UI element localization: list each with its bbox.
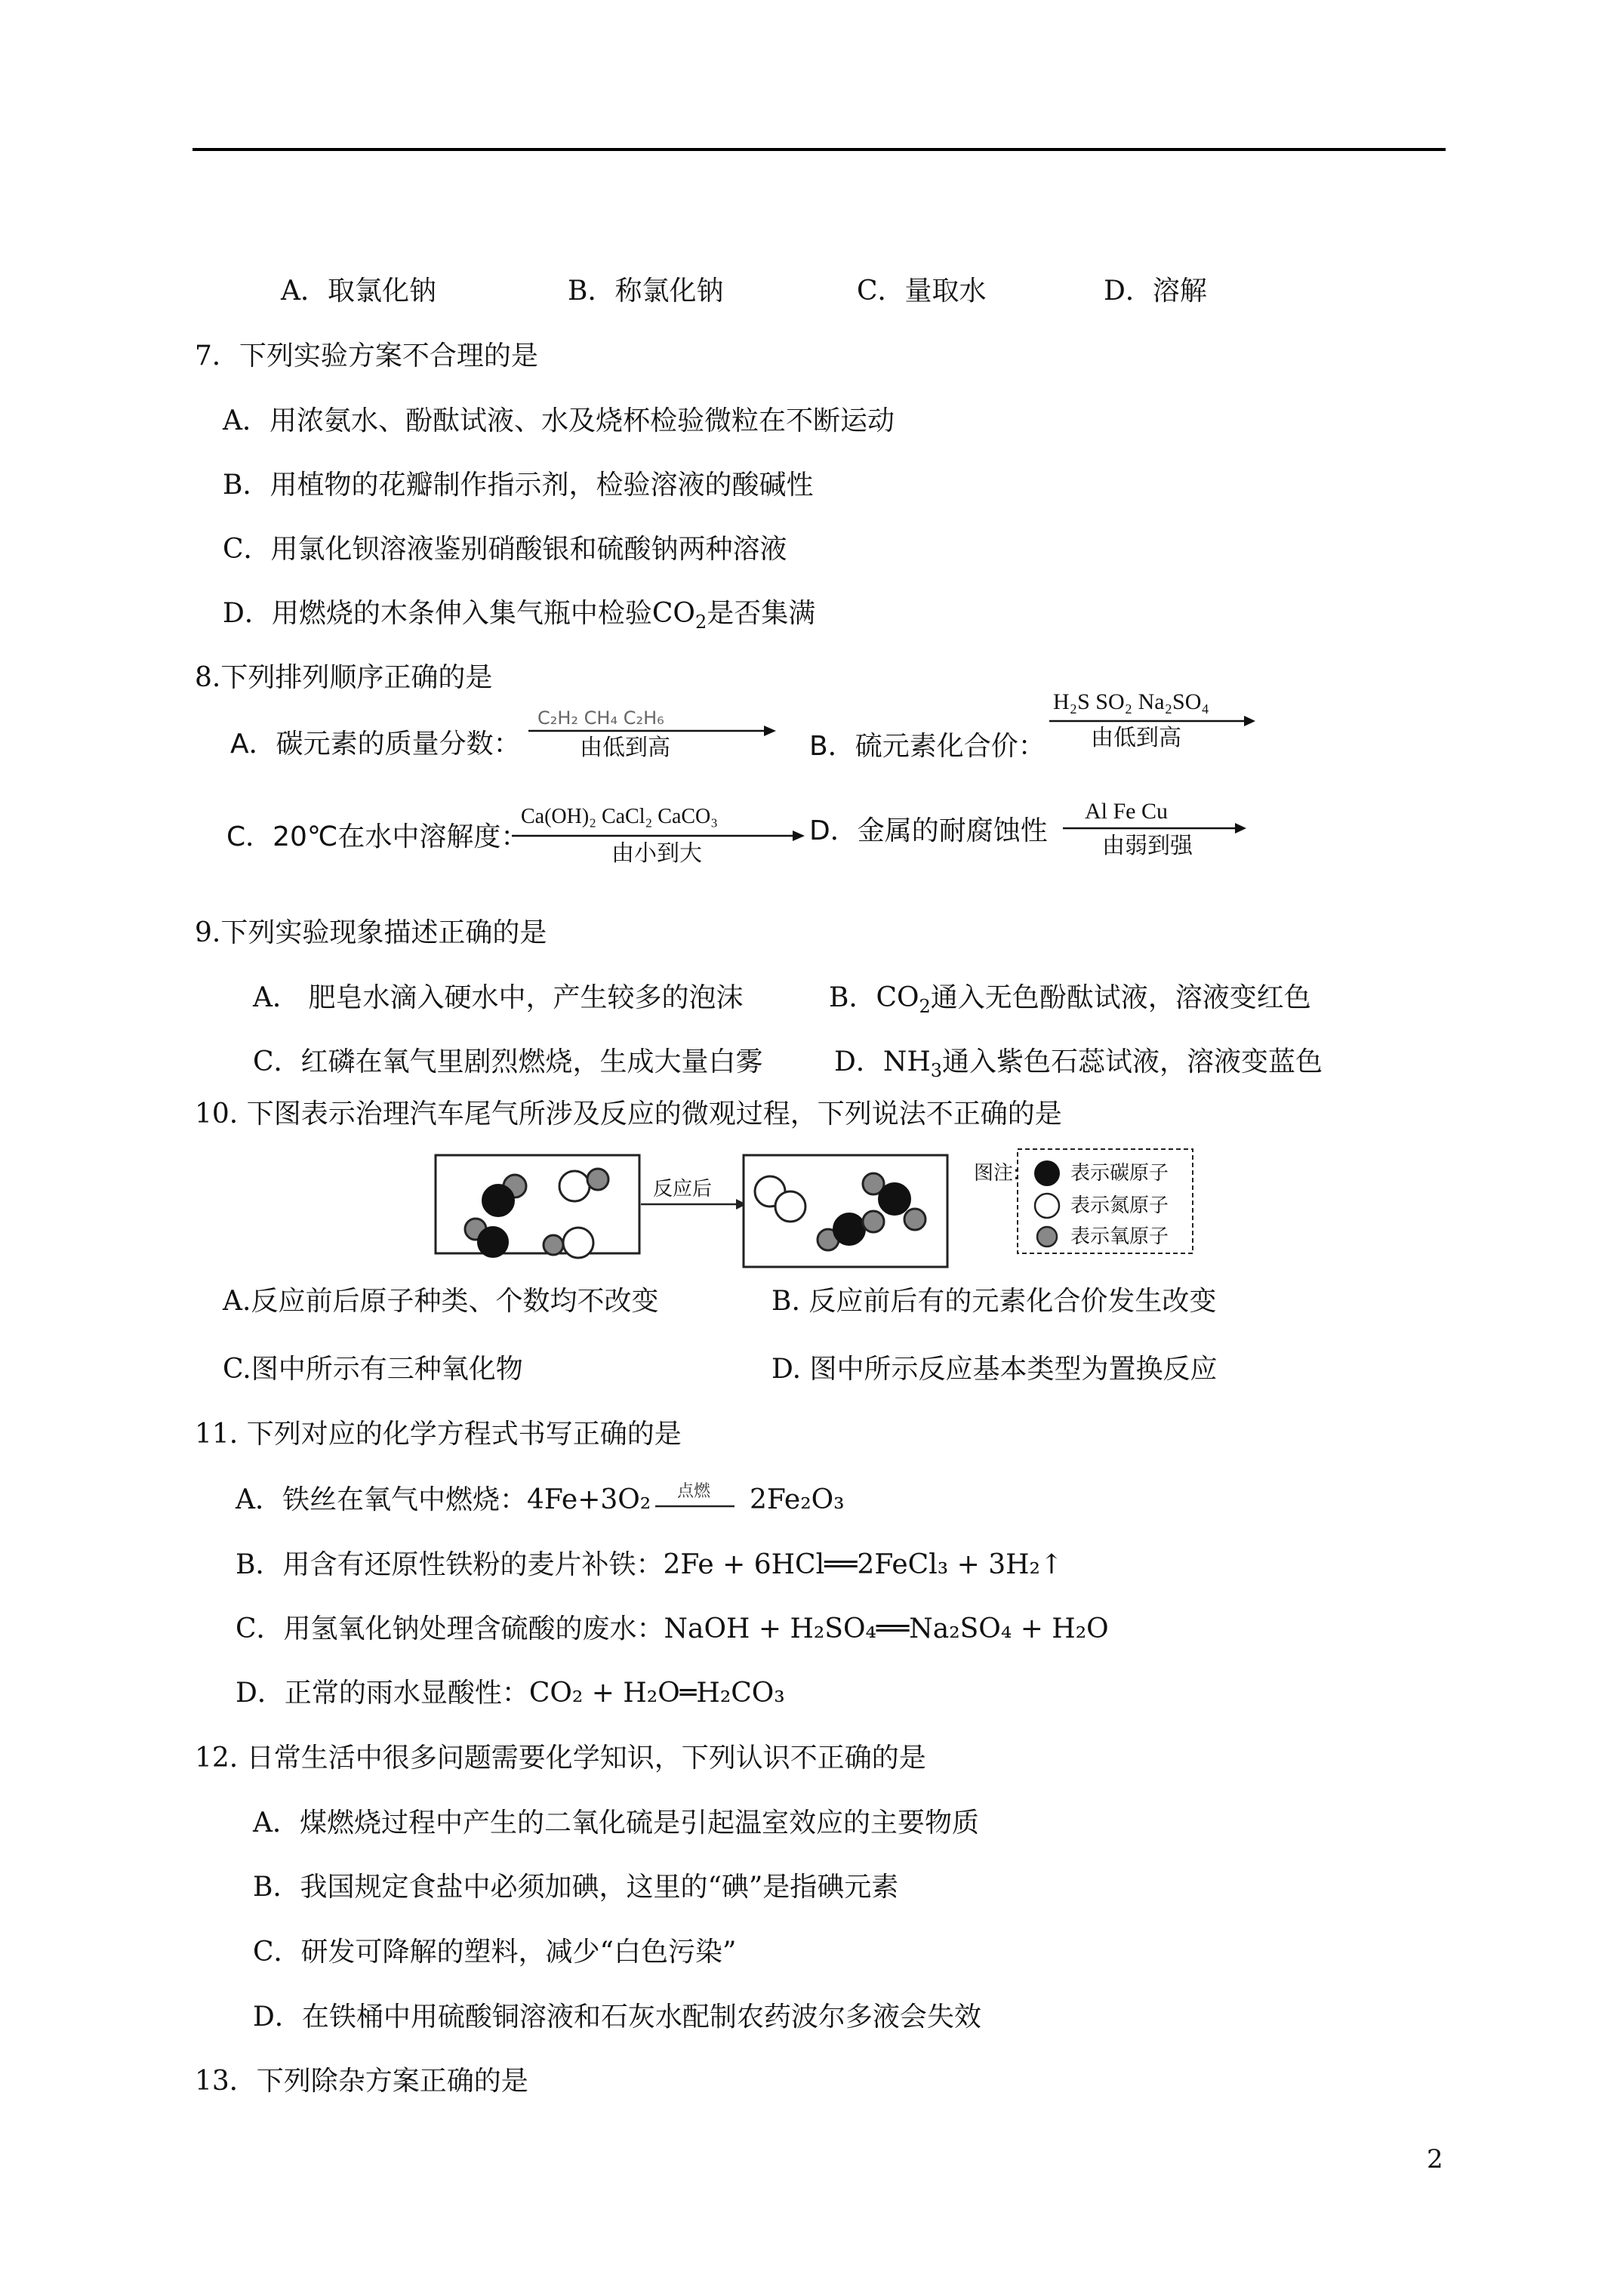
q6-option-b: B．称氯化钠 <box>568 276 724 307</box>
q8-d-direction: 由弱到强 <box>1102 833 1193 859</box>
q8-a-sequence: C₂H₂ CH₄ C₂H₆ <box>537 707 664 729</box>
q7-option-d: D．用燃烧的木条伸入集气瓶中检验$CO_2$是否集满 <box>223 598 816 633</box>
q8-option-c: C．20℃在水中溶解度： <box>226 821 528 852</box>
q8-b-direction: 由低到高 <box>1091 725 1181 751</box>
q8-option-a: A．碳元素的质量分数： <box>230 729 521 760</box>
header-rule <box>192 148 1446 151</box>
q9-option-d: D．$NH_3$通入紫色石蕊试液，溶液变蓝色 <box>834 1046 1323 1081</box>
q11-option-c: C．用氢氧化钠处理含硫酸的废水：NaOH + H₂SO₄══Na₂SO₄ + H₂O <box>236 1613 1109 1644</box>
q12-option-d: D．在铁桶中用硫酸铜溶液和石灰水配制农药波尔多液会失效 <box>253 2002 981 2032</box>
q11-stem: 11. 下列对应的化学方程式书写正确的是 <box>195 1419 682 1450</box>
legend-nitrogen-symbol <box>1035 1194 1059 1218</box>
q8-option-b: B．硫元素化合价： <box>809 731 1046 762</box>
q10-arrow-label: 反应后 <box>653 1178 713 1200</box>
q11-option-d: D．正常的雨水显酸性：CO₂ + H₂O═H₂CO₃ <box>236 1678 785 1709</box>
q11-a-product: 2Fe₂O₃ <box>750 1484 845 1515</box>
page-number: 2 <box>1427 2144 1443 2174</box>
carbon-atom <box>879 1183 910 1215</box>
q8-d-sequence: Al Fe Cu <box>1085 799 1169 824</box>
q9-stem: 9.下列实验现象描述正确的是 <box>195 917 547 948</box>
q11-option-b: B．用含有还原性铁粉的麦片补铁：2Fe + 6HCl══2FeCl₃ + 3H₂↑ <box>236 1549 1064 1580</box>
q12-option-c: C．研发可降解的塑料，减少“白色污染” <box>253 1937 737 1968</box>
oxygen-atom <box>863 1211 884 1232</box>
q8-stem: 8.下列排列顺序正确的是 <box>195 662 493 693</box>
nitrogen-atom <box>559 1171 590 1201</box>
q8-option-d: D．金属的耐腐蚀性 <box>809 815 1048 846</box>
q10-option-c: C.图中所示有三种氧化物 <box>223 1354 523 1385</box>
q7-option-c: C．用氯化钡溶液鉴别硝酸银和硫酸钠两种溶液 <box>223 534 787 565</box>
carbon-atom <box>833 1213 865 1245</box>
oxygen-atom <box>904 1209 925 1230</box>
q13-stem: 13．下列除杂方案正确的是 <box>195 2066 528 2097</box>
q11-option-a: A．铁丝在氧气中燃烧：4Fe+3O₂ <box>236 1484 651 1515</box>
carbon-atom <box>478 1227 508 1257</box>
q6-option-d: D．溶解 <box>1104 276 1207 307</box>
q8-c-direction: 由小到大 <box>611 840 702 867</box>
legend-carbon-symbol <box>1034 1160 1060 1186</box>
q9-option-a: A． 肥皂水滴入硬水中，产生较多的泡沫 <box>253 982 744 1013</box>
carbon-atom <box>482 1185 514 1216</box>
q10-legend-oxygen: 表示氧原子 <box>1070 1225 1169 1248</box>
q6-option-a: A．取氯化钠 <box>281 276 436 307</box>
q9-option-b: B．$CO_2$通入无色酚酞试液，溶液变红色 <box>829 982 1311 1017</box>
q11-a-condition: 点燃 <box>677 1482 711 1501</box>
q10-legend-title: 图注: <box>974 1162 1020 1185</box>
q7-stem: 7．下列实验方案不合理的是 <box>195 341 538 371</box>
q8-a-direction: 由低到高 <box>580 735 670 761</box>
q12-option-a: A．煤燃烧过程中产生的二氧化硫是引起温室效应的主要物质 <box>253 1808 979 1838</box>
legend-oxygen-symbol <box>1037 1227 1057 1247</box>
reactants-box <box>436 1155 639 1253</box>
oxygen-atom <box>544 1235 563 1255</box>
q10-stem: 10. 下图表示治理汽车尾气所涉及反应的微观过程，下列说法不正确的是 <box>195 1099 1062 1130</box>
q8-c-sequence: Ca(OH)₂ CaCl₂ CaCO₃ <box>521 805 719 828</box>
q8-b-sequence: H₂S SO₂ Na₂SO₄ <box>1053 689 1209 714</box>
nitrogen-atom <box>563 1228 593 1258</box>
q12-stem: 12. 日常生活中很多问题需要化学知识，下列认识不正确的是 <box>195 1743 926 1774</box>
q12-option-b: B．我国规定食盐中必须加碘，这里的“碘”是指碘元素 <box>253 1872 899 1903</box>
q11-a-reaction-line <box>655 1502 735 1510</box>
q9-option-c: C．红磷在氧气里剧烈燃烧，生成大量白雾 <box>253 1046 763 1077</box>
q10-option-a: A.反应前后原子种类、个数均不改变 <box>223 1286 659 1317</box>
q10-legend-carbon: 表示碳原子 <box>1070 1162 1169 1185</box>
q7-option-b: B．用植物的花瓣制作指示剂，检验溶液的酸碱性 <box>223 470 814 501</box>
q7-option-a: A．用浓氨水、酚酞试液、水及烧杯检验微粒在不断运动 <box>223 405 895 436</box>
oxygen-atom <box>587 1169 608 1190</box>
q10-option-d: D. 图中所示反应基本类型为置换反应 <box>771 1354 1218 1385</box>
q10-option-b: B. 反应前后有的元素化合价发生改变 <box>771 1286 1217 1317</box>
q6-option-c: C．量取水 <box>857 276 987 307</box>
q10-legend-nitrogen: 表示氮原子 <box>1070 1194 1169 1217</box>
nitrogen-atom <box>775 1191 805 1222</box>
